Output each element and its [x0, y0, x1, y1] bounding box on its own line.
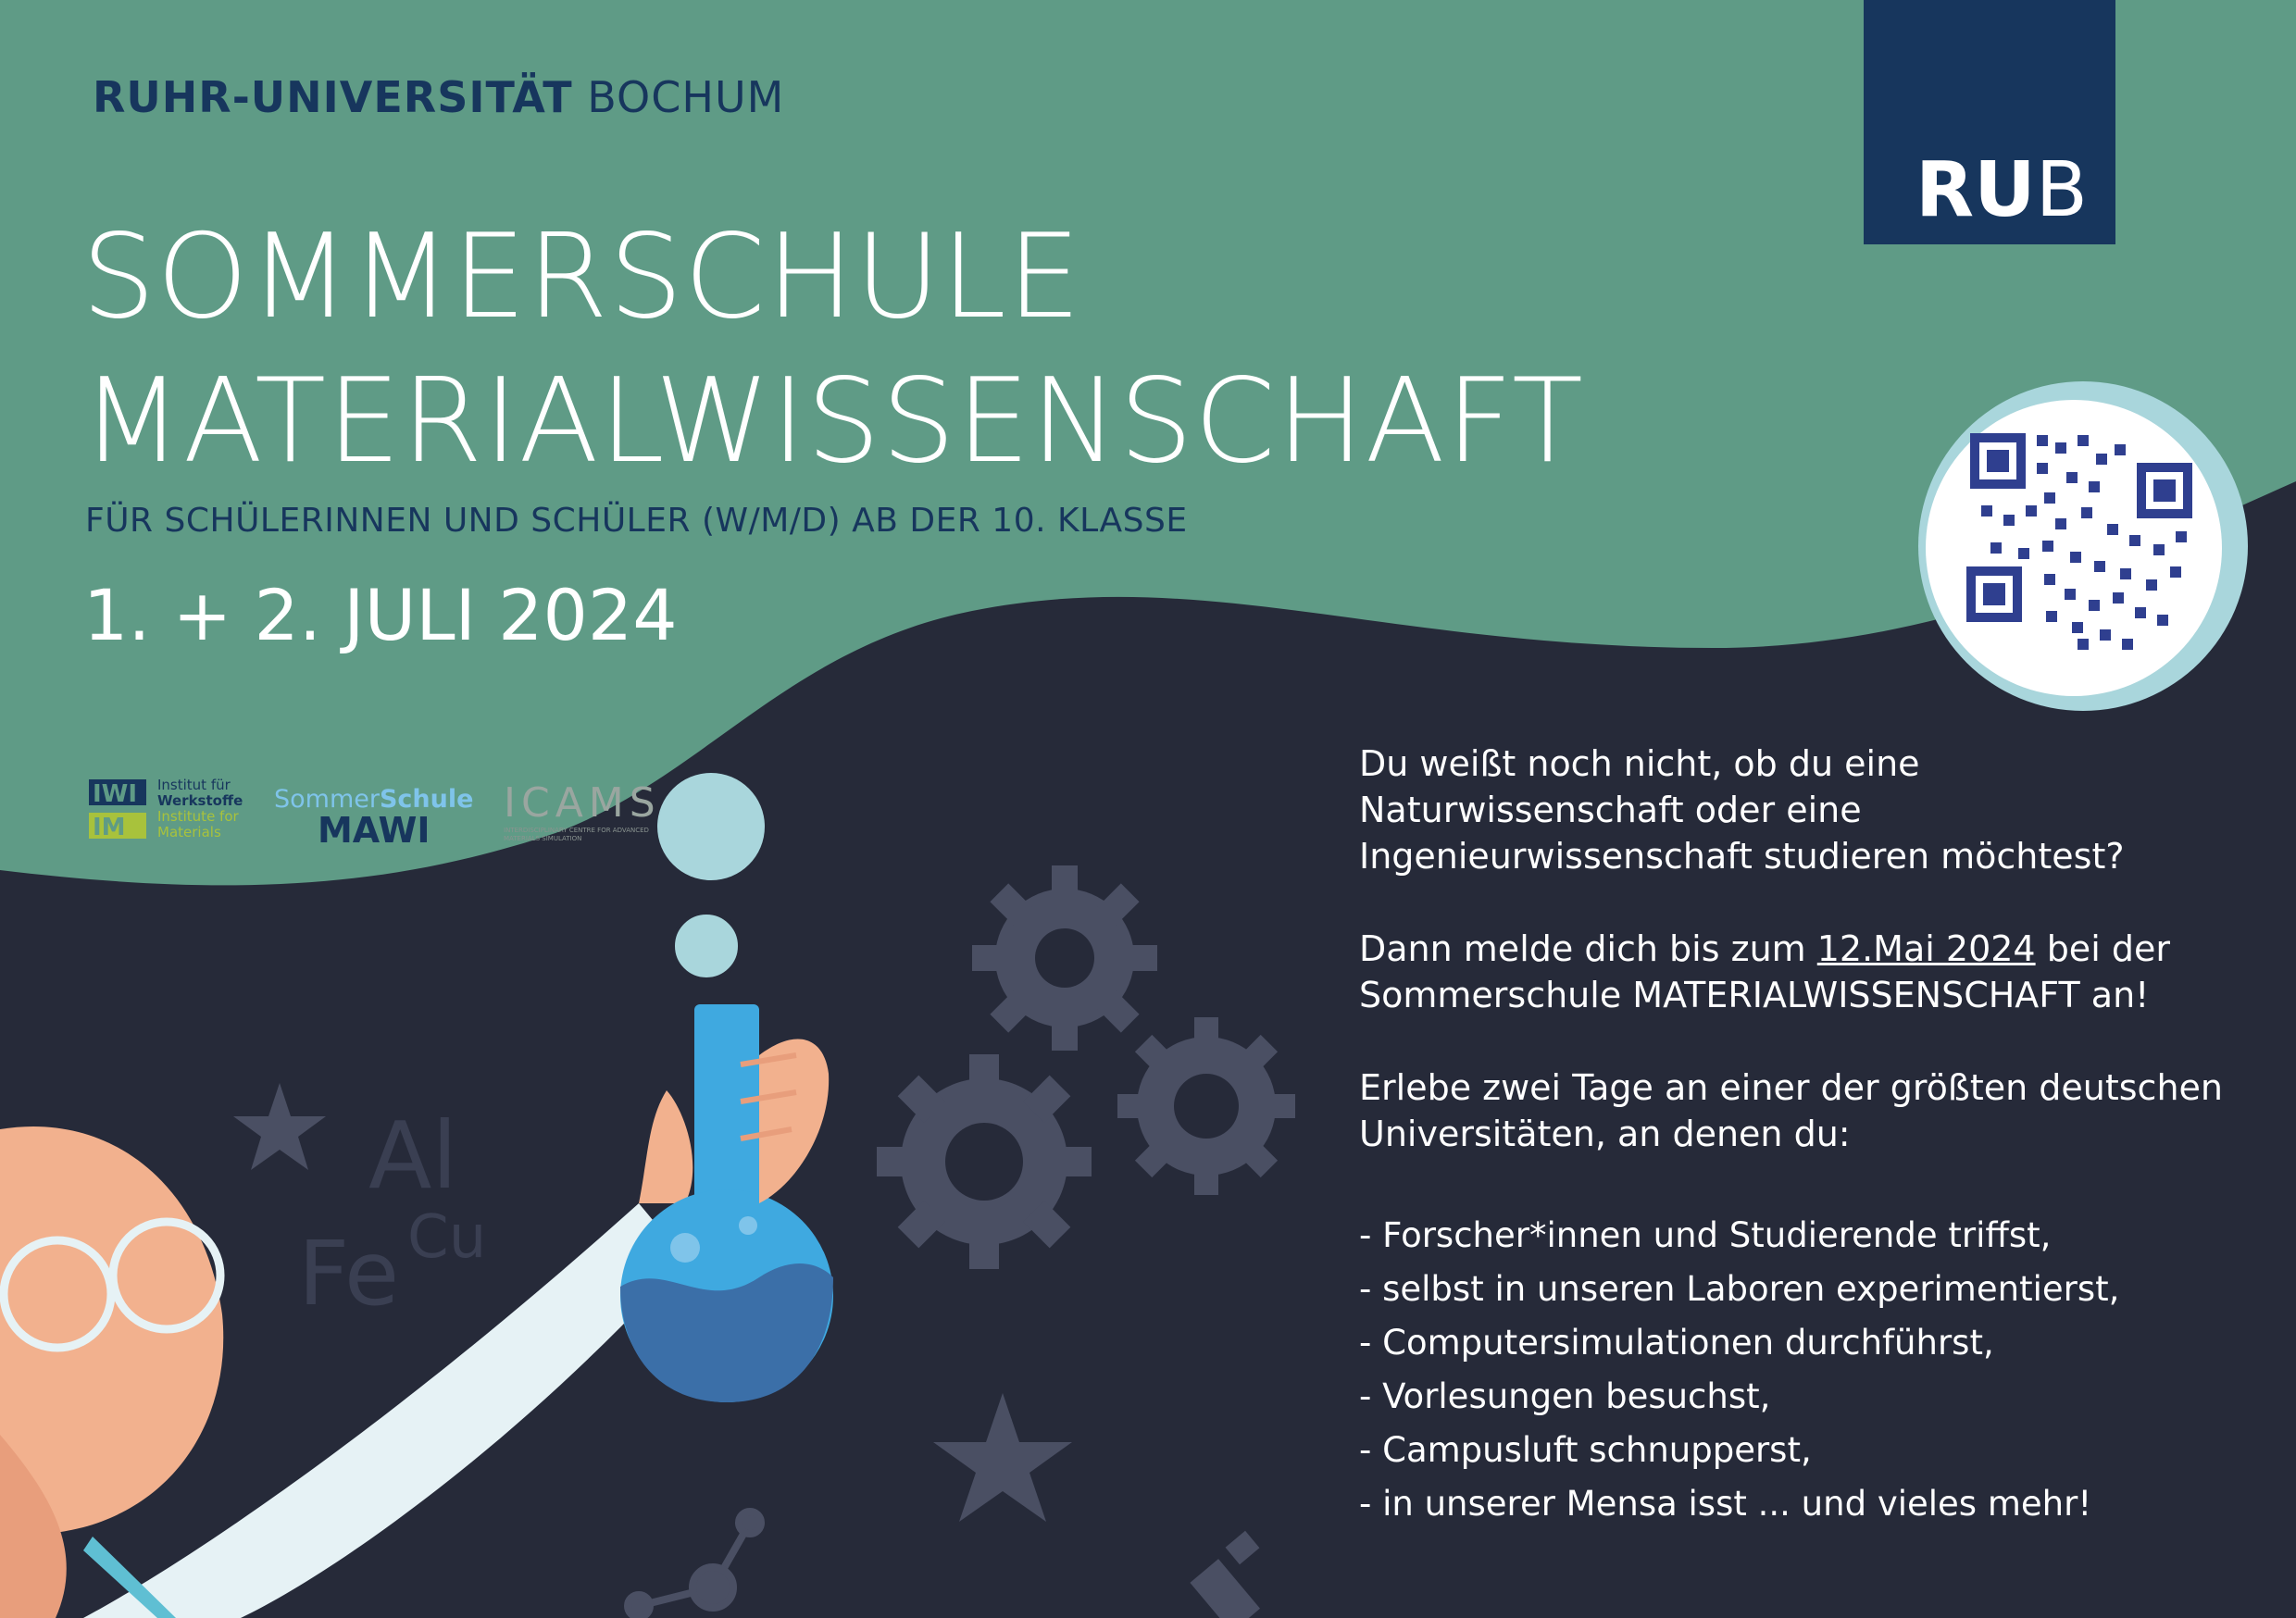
activity-list — [1359, 1209, 2119, 1531]
registration-deadline: 12.Mai 2024 — [1816, 928, 2036, 969]
element-cu: Cu — [407, 1203, 487, 1272]
info-experience-text: Erlebe zwei Tage an einer der größten deutschen Universitäten, an denen du: — [1359, 1067, 2223, 1154]
iwim-line-4: Materials — [157, 824, 221, 840]
event-date: 1. + 2. JULI 2024 — [83, 574, 678, 656]
mawi-logo-line-2: MAWI — [317, 810, 430, 851]
icams-logo — [504, 779, 661, 843]
title-line-1: SOMMERSCHULE — [81, 208, 1082, 344]
university-name-light: BOCHUM — [587, 72, 785, 122]
element-al: Al — [368, 1101, 458, 1210]
icams-logo-name: ICAMS — [504, 779, 661, 827]
icams-logo-subtitle: INTERDISCIPLINARY CENTRE FOR ADVANCED MATERIALS SIMULATION — [504, 827, 649, 842]
info-block-registration — [1359, 926, 2192, 1018]
rub-logo-text — [1915, 146, 2088, 234]
university-name-bold: RUHR-UNIVERSITÄT — [93, 72, 573, 122]
info-block-question — [1359, 741, 2248, 879]
list-item: - Vorlesungen besuchst, — [1359, 1376, 1771, 1416]
list-item: - Campusluft schnupperst, — [1359, 1430, 1812, 1470]
rub-logo — [1864, 0, 2115, 244]
list-item: - selbst in unseren Laboren experimentierst, — [1359, 1269, 2120, 1309]
element-fe: Fe — [298, 1222, 400, 1326]
title-line-2: MATERIALWISSENSCHAFT — [81, 353, 1584, 489]
iwim-line-2: Werkstoffe — [157, 792, 243, 809]
registration-pre: Dann melde dich bis zum — [1359, 928, 1817, 969]
svg-text:IM: IM — [93, 814, 126, 841]
info-registration-text — [1359, 926, 2192, 1018]
rub-logo-light: B — [2035, 146, 2088, 234]
registration-post: bei der Sommerschule MATERIALWISSENSCHAFT an! — [1359, 928, 2170, 1015]
qr-code-badge — [1918, 381, 2248, 711]
iwim-line-1: Institut für — [157, 777, 231, 793]
subtitle: FÜR SCHÜLERINNEN UND SCHÜLER (W/M/D) AB DER 10. KLASSE — [85, 502, 1188, 540]
info-block-experience — [1359, 1064, 2229, 1157]
sommerschule-mawi-logo — [274, 785, 473, 851]
info-question-text: Du weißt noch nicht, ob du eine Naturwissenschaft oder eine Ingenieurwissenschaft studieren möchtest? — [1359, 743, 2125, 877]
list-item: - Forscher*innen und Studierende triffst, — [1359, 1215, 2052, 1255]
university-name — [93, 72, 784, 122]
list-item: - in unserer Mensa isst ... und vieles mehr! — [1359, 1484, 2092, 1524]
list-item: - Computersimulationen durchführst, — [1359, 1323, 1994, 1363]
rub-logo-bold: RU — [1915, 146, 2036, 234]
svg-text:IWI: IWI — [93, 780, 138, 808]
mawi-logo-sommer: Sommer — [274, 785, 380, 814]
mawi-logo-schule: Schule — [379, 785, 474, 814]
iwim-line-3: Institute for — [157, 808, 239, 825]
